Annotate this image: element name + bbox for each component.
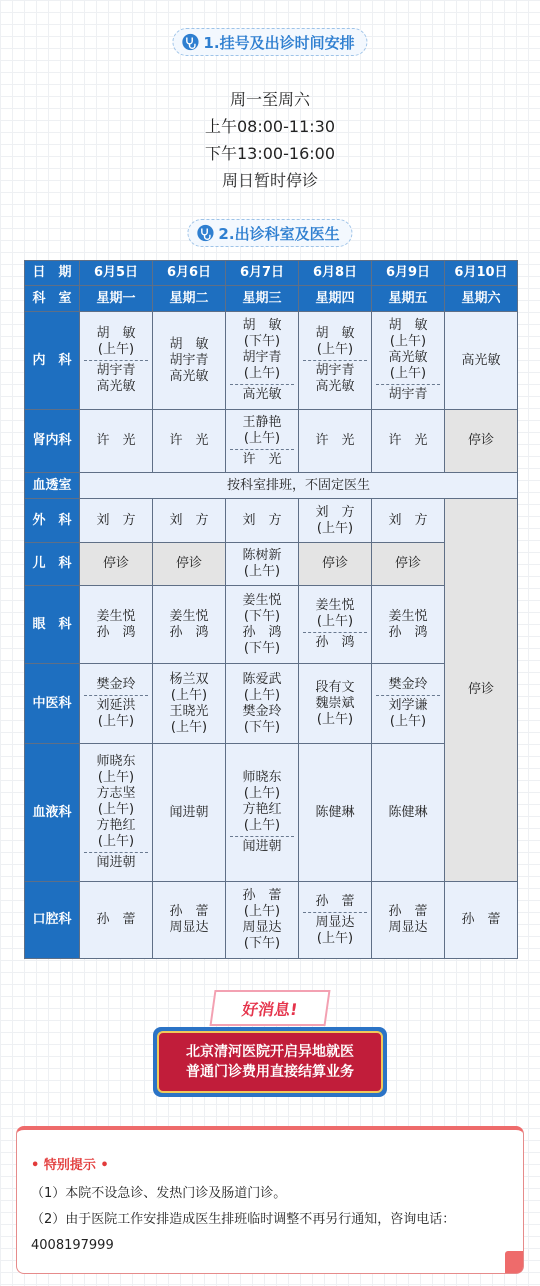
closed-label: 停诊 bbox=[175, 556, 202, 571]
shift-note: (上午) bbox=[243, 818, 281, 833]
doctor-name: 胡宇青 bbox=[303, 360, 367, 379]
doctor-name: 王静艳 bbox=[242, 414, 282, 430]
shift-note: (上午) bbox=[389, 366, 427, 381]
schedule-cell bbox=[372, 499, 445, 543]
doctor-name: 刘 方 bbox=[315, 504, 355, 520]
table-row bbox=[25, 286, 518, 312]
section-2-heading bbox=[187, 219, 352, 247]
dept-label: 口腔科 bbox=[25, 882, 80, 959]
weekday-header: 星期六 bbox=[445, 286, 518, 312]
schedule-cell bbox=[299, 499, 372, 543]
doctor-name: 许 光 bbox=[169, 433, 209, 448]
shift-note: (上午) bbox=[170, 687, 208, 703]
section-2-title: 2.出诊科室及医生 bbox=[218, 224, 340, 243]
closed-label: 停诊 bbox=[321, 556, 348, 571]
weekday-header: 星期二 bbox=[153, 286, 226, 312]
table-row bbox=[25, 744, 518, 882]
opening-hours bbox=[0, 86, 540, 194]
news-banner[interactable] bbox=[153, 1027, 387, 1097]
shift-note: (上午) bbox=[243, 786, 281, 801]
doctor-name: 胡 敏 bbox=[169, 336, 209, 352]
schedule-cell bbox=[226, 312, 299, 410]
doctor-name: 高光敏 bbox=[461, 352, 501, 368]
shift-note: (下午) bbox=[243, 719, 281, 735]
doctor-name: 许 光 bbox=[96, 433, 136, 448]
doctor-name: 高光敏 bbox=[315, 379, 355, 394]
rotation-note: 按科室排班，不固定医生 bbox=[226, 477, 370, 493]
closed-cell bbox=[299, 543, 372, 586]
schedule-cell bbox=[299, 312, 372, 410]
notice-title: • 特别提示 • bbox=[31, 1158, 109, 1173]
doctor-name: 樊金玲 bbox=[96, 677, 136, 692]
doctor-name: 胡宇青 bbox=[169, 352, 209, 368]
schedule-cell bbox=[153, 882, 226, 959]
closed-cell bbox=[80, 543, 153, 586]
schedule-cell bbox=[153, 410, 226, 473]
schedule-cell bbox=[80, 744, 153, 882]
dept-label: 内 科 bbox=[25, 312, 80, 410]
shift-note: (上午) bbox=[97, 802, 135, 817]
shift-note: (上午) bbox=[170, 719, 208, 735]
doctor-name: 王晓光 bbox=[169, 703, 209, 719]
table-row bbox=[25, 586, 518, 664]
date-header: 6月6日 bbox=[153, 261, 226, 286]
doctor-name: 方艳红 bbox=[96, 818, 136, 833]
doctor-name: 孙 蕾 bbox=[96, 912, 136, 927]
doctor-name: 方志坚 bbox=[96, 786, 136, 801]
dept-label: 外 科 bbox=[25, 499, 80, 543]
shift-note: (上午) bbox=[316, 711, 354, 727]
schedule-cell bbox=[372, 664, 445, 744]
doctor-name: 胡 敏 bbox=[96, 326, 136, 341]
doctor-name: 姜生悦 bbox=[169, 608, 209, 624]
doctor-name: 胡 敏 bbox=[388, 318, 428, 333]
doctor-name: 许 光 bbox=[230, 449, 294, 468]
date-header: 6月9日 bbox=[372, 261, 445, 286]
closed-cell bbox=[445, 410, 518, 473]
table-row bbox=[25, 882, 518, 959]
corner-date-label: 日 期 bbox=[25, 261, 80, 286]
doctor-name: 孙 蕾 bbox=[461, 912, 501, 927]
news-headline: 普通门诊费用直接结算业务 bbox=[186, 1064, 354, 1080]
stethoscope-icon bbox=[196, 224, 214, 242]
doctor-name: 高光敏 bbox=[169, 368, 209, 384]
schedule-cell bbox=[445, 312, 518, 410]
doctor-name: 方艳红 bbox=[242, 802, 282, 817]
doctor-name: 刘延洪 bbox=[84, 695, 148, 714]
doctor-name: 杨兰双 bbox=[169, 671, 209, 687]
schedule-cell bbox=[299, 882, 372, 959]
table-row bbox=[25, 499, 518, 543]
shift-note: (上午) bbox=[97, 770, 135, 785]
date-header: 6月7日 bbox=[226, 261, 299, 286]
doctor-name: 魏崇斌 bbox=[315, 695, 355, 711]
doctor-name: 陈健琳 bbox=[315, 804, 355, 820]
shift-note: (上午) bbox=[316, 520, 354, 536]
weekday-header: 星期五 bbox=[372, 286, 445, 312]
dept-label: 眼 科 bbox=[25, 586, 80, 664]
schedule-cell bbox=[226, 410, 299, 473]
closed-cell bbox=[445, 499, 518, 882]
shift-note: (上午) bbox=[243, 904, 281, 919]
news-headline: 北京清河医院开启异地就医 bbox=[186, 1044, 354, 1060]
schedule-cell bbox=[372, 586, 445, 664]
doctor-name: 胡宇青 bbox=[242, 350, 282, 365]
closed-cell bbox=[153, 543, 226, 586]
weekday-header: 星期四 bbox=[299, 286, 372, 312]
schedule-cell bbox=[299, 744, 372, 882]
doctor-name: 孙 鸿 bbox=[242, 624, 282, 640]
shift-note: (上午) bbox=[243, 687, 281, 703]
doctor-name: 高光敏 bbox=[230, 384, 294, 403]
doctor-name: 陈树新 bbox=[242, 548, 282, 563]
shift-note: (上午) bbox=[97, 342, 135, 357]
shift-note: (上午) bbox=[243, 366, 281, 381]
doctor-name: 孙 鸿 bbox=[388, 624, 428, 640]
bookmark-icon bbox=[505, 1251, 523, 1273]
shift-note: (下午) bbox=[243, 936, 281, 951]
shift-note: (上午) bbox=[316, 342, 354, 357]
dept-label: 中医科 bbox=[25, 664, 80, 744]
doctor-name: 孙 蕾 bbox=[315, 893, 355, 909]
doctor-name: 胡 敏 bbox=[242, 318, 282, 333]
shift-note: (下午) bbox=[243, 640, 281, 656]
table-row bbox=[25, 410, 518, 473]
schedule-cell bbox=[226, 499, 299, 543]
doctor-name: 刘 方 bbox=[388, 512, 428, 528]
doctor-name: 胡宇青 bbox=[84, 360, 148, 379]
schedule-cell bbox=[153, 499, 226, 543]
doctor-name: 闻进朝 bbox=[230, 836, 294, 855]
doctor-name: 周显达 bbox=[303, 912, 367, 931]
doctor-name: 姜生悦 bbox=[315, 598, 355, 613]
schedule-cell bbox=[226, 882, 299, 959]
notice-item: （1）本院不设急诊、发热门诊及肠道门诊。 bbox=[31, 1186, 287, 1201]
doctor-name: 师晓东 bbox=[242, 770, 282, 785]
schedule-cell bbox=[299, 664, 372, 744]
shift-note: (上午) bbox=[243, 430, 281, 446]
table-row bbox=[25, 261, 518, 286]
schedule-cell bbox=[372, 312, 445, 410]
doctor-name: 师晓东 bbox=[96, 754, 136, 769]
shift-note: (上午) bbox=[316, 930, 354, 946]
schedule-table bbox=[24, 260, 518, 959]
doctor-name: 孙 蕾 bbox=[169, 904, 209, 919]
doctor-name: 姜生悦 bbox=[242, 592, 282, 608]
hours-line: 周一至周六 bbox=[229, 90, 310, 109]
hours-line: 上午08:00-11:30 bbox=[205, 117, 335, 136]
schedule-cell bbox=[80, 664, 153, 744]
table-row bbox=[25, 312, 518, 410]
shift-note: (下午) bbox=[243, 608, 281, 624]
schedule-cell bbox=[80, 586, 153, 664]
schedule-cell bbox=[372, 882, 445, 959]
doctor-name: 樊金玲 bbox=[388, 677, 428, 692]
doctor-name: 闻进朝 bbox=[84, 852, 148, 871]
corner-dept-label: 科 室 bbox=[25, 286, 80, 312]
section-1-heading bbox=[172, 28, 367, 56]
doctor-name: 胡宇青 bbox=[376, 384, 440, 403]
doctor-name: 周显达 bbox=[169, 920, 209, 935]
notice-item: （2）由于医院工作安排造成医生排班临时调整不再另行通知，咨询电话：4008197999 bbox=[31, 1212, 456, 1253]
schedule-cell bbox=[80, 410, 153, 473]
closed-label: 停诊 bbox=[394, 556, 421, 571]
shift-note: (上午) bbox=[389, 334, 427, 349]
schedule-cell bbox=[153, 312, 226, 410]
schedule-cell bbox=[80, 312, 153, 410]
hours-line: 周日暂时停诊 bbox=[221, 171, 318, 190]
schedule-cell bbox=[80, 882, 153, 959]
doctor-name: 孙 鸿 bbox=[303, 632, 367, 651]
schedule-cell bbox=[372, 744, 445, 882]
doctor-name: 段有文 bbox=[315, 679, 355, 695]
closed-label: 停诊 bbox=[102, 556, 129, 571]
schedule-cell bbox=[80, 499, 153, 543]
schedule-cell bbox=[80, 473, 518, 499]
special-notice-box bbox=[16, 1126, 524, 1274]
weekday-header: 星期一 bbox=[80, 286, 153, 312]
schedule-cell bbox=[153, 586, 226, 664]
doctor-name: 孙 鸿 bbox=[169, 624, 209, 640]
schedule-cell bbox=[226, 543, 299, 586]
date-header: 6月8日 bbox=[299, 261, 372, 286]
doctor-name: 高光敏 bbox=[96, 379, 136, 394]
schedule-cell bbox=[372, 410, 445, 473]
doctor-name: 周显达 bbox=[242, 920, 282, 935]
shift-note: (上午) bbox=[97, 714, 135, 729]
doctor-name: 闻进朝 bbox=[169, 804, 209, 820]
dept-label: 血液科 bbox=[25, 744, 80, 882]
good-news-tag bbox=[209, 990, 330, 1026]
weekday-header: 星期三 bbox=[226, 286, 299, 312]
doctor-name: 姜生悦 bbox=[388, 608, 428, 624]
shift-note: (下午) bbox=[243, 334, 281, 349]
schedule-cell bbox=[226, 664, 299, 744]
schedule-cell bbox=[226, 586, 299, 664]
dept-label: 血透室 bbox=[25, 473, 80, 499]
table-row bbox=[25, 664, 518, 744]
shift-note: (上午) bbox=[389, 714, 427, 729]
doctor-name: 刘 方 bbox=[242, 512, 282, 528]
shift-note: (上午) bbox=[243, 564, 281, 579]
shift-note: (上午) bbox=[316, 614, 354, 629]
doctor-name: 刘 方 bbox=[169, 512, 209, 528]
date-header: 6月5日 bbox=[80, 261, 153, 286]
good-news-label: 好消息! bbox=[240, 999, 299, 1019]
doctor-name: 刘 方 bbox=[96, 512, 136, 528]
table-row bbox=[25, 543, 518, 586]
hours-line: 下午13:00-16:00 bbox=[205, 144, 335, 163]
doctor-name: 高光敏 bbox=[388, 350, 428, 365]
dept-label: 儿 科 bbox=[25, 543, 80, 586]
doctor-name: 樊金玲 bbox=[242, 703, 282, 719]
doctor-name: 孙 蕾 bbox=[242, 888, 282, 903]
doctor-name: 刘学谦 bbox=[376, 695, 440, 714]
table-row bbox=[25, 473, 518, 499]
shift-note: (上午) bbox=[97, 834, 135, 849]
schedule-cell bbox=[299, 410, 372, 473]
schedule-cell bbox=[153, 664, 226, 744]
doctor-name: 许 光 bbox=[315, 433, 355, 448]
closed-cell bbox=[372, 543, 445, 586]
doctor-name: 孙 蕾 bbox=[388, 904, 428, 919]
doctor-name: 孙 鸿 bbox=[96, 624, 136, 640]
schedule-cell bbox=[299, 586, 372, 664]
doctor-name: 陈爱武 bbox=[242, 671, 282, 687]
closed-label: 停诊 bbox=[467, 682, 494, 697]
doctor-name: 周显达 bbox=[388, 920, 428, 935]
stethoscope-icon bbox=[181, 33, 199, 51]
schedule-cell bbox=[445, 882, 518, 959]
doctor-name: 许 光 bbox=[388, 433, 428, 448]
date-header: 6月10日 bbox=[445, 261, 518, 286]
section-1-title: 1.挂号及出诊时间安排 bbox=[203, 33, 355, 52]
doctor-name: 胡 敏 bbox=[315, 326, 355, 341]
schedule-cell bbox=[153, 744, 226, 882]
dept-label: 肾内科 bbox=[25, 410, 80, 473]
doctor-name: 姜生悦 bbox=[96, 608, 136, 624]
doctor-name: 陈健琳 bbox=[388, 804, 428, 820]
closed-label: 停诊 bbox=[467, 433, 494, 448]
schedule-cell bbox=[226, 744, 299, 882]
